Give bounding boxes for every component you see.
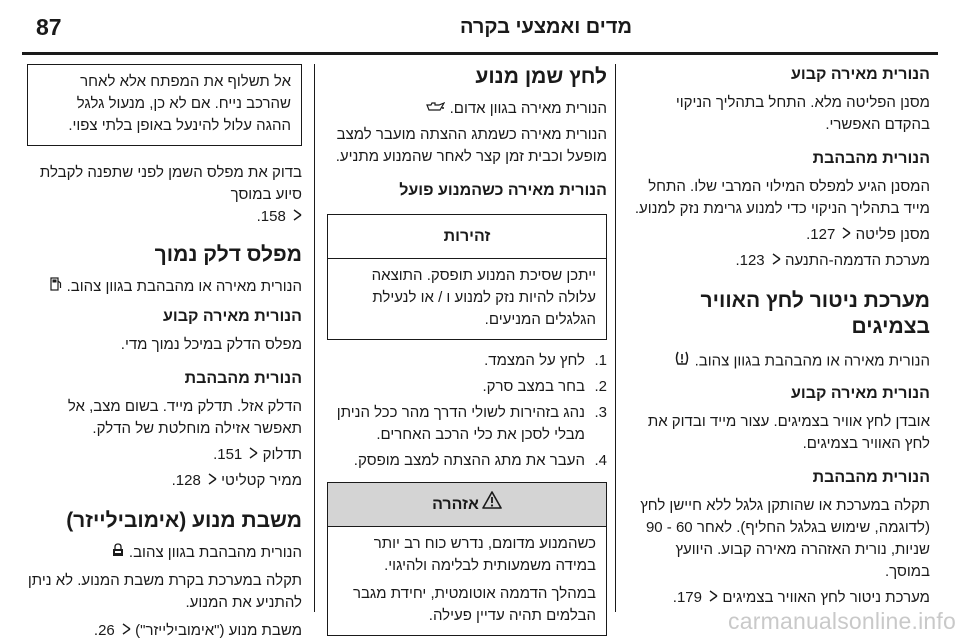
xref-page-number: 158: [260, 208, 286, 225]
warning-title: אזהרה: [432, 496, 479, 514]
tpms-steady-heading: הנורית מאירה קבוע: [791, 385, 930, 403]
left-column: [27, 64, 302, 642]
xref-label: מערכת ניטור לחץ האוויר בצמיגים: [722, 589, 930, 607]
tpms-intro: [628, 350, 930, 373]
tpms-flashing-text: תקלה במערכת או שהותקן גלגל ללא חיישן לחץ (לדוגמה, שימוש בגלגל החליף). לאחר 60 - 90 שניות, נורית האזהרה מאירה קבוע. היוועץ במוסך.: [640, 497, 930, 581]
xref-label: משבת מנוע ("אימובילייזר"): [135, 622, 302, 640]
oil-can-icon: [425, 98, 445, 120]
fuel-steady-heading: הנורית מאירה קבוע: [163, 308, 302, 326]
list-item: [327, 402, 607, 446]
ignition-key-notice-text: אל תשלוף את המפתח אלא לאחר שהרכב נייח. אם לא כן, מנעול גלגל ההגה עלול להינעל באופן בלתי צפוי.: [68, 73, 291, 134]
step-text: העבר את מתג ההצתה למצב מופסק.: [353, 452, 585, 470]
filter-flashing-text: המסנן הגיע למפלס המילוי המרבי שלו. התחל מייד בתהליך הניקוי כדי למנוע גרימת נזק למנוע.: [634, 178, 930, 217]
step-number: 2.: [594, 378, 607, 396]
xref-label: ממיר קטליטי: [221, 472, 302, 490]
tpms-steady-text: אובדן לחץ אוויר בצמיגים. עצור מייד ובדוק את לחץ האוויר בצמיגים.: [647, 413, 930, 453]
middle-column: [327, 64, 607, 636]
step-number: 3.: [594, 404, 607, 422]
page-header: [0, 0, 960, 52]
right-column: [628, 64, 930, 609]
step-text: בחר במצב סרק.: [482, 378, 585, 396]
list-item: [327, 450, 607, 472]
immobilizer-intro: [27, 542, 302, 564]
column-divider-right: [615, 64, 616, 612]
oil-steps-list: [327, 350, 607, 472]
xref-label: תדלוק: [262, 446, 302, 464]
xref-page-number: 151: [217, 446, 243, 464]
filter-flashing-heading: הנורית מהבהבת: [812, 150, 930, 167]
xref-page-number: 127: [810, 226, 836, 243]
xref-page-number: 123: [739, 252, 765, 270]
step-text: נהג בזהירות לשולי הדרך מהר ככל הניתן מבלי לסכן את כלי הרכב האחרים.: [336, 404, 585, 444]
page-reference-icon: [769, 250, 781, 272]
oil-pressure-heading: לחץ שמן מנוע: [475, 65, 607, 88]
filter-steady-text: מסנן הפליטה מלא. התחל בתהליך הניקוי בהקדם האפשרי.: [675, 94, 930, 133]
caution-title: זהירות: [328, 215, 606, 259]
xref-immobilizer[interactable]: משבת מנוע ("אימובילייזר") 26.: [27, 620, 302, 642]
oil-detail-text: הנורית מאירה כשמתג ההצתה מועבר למצב מופעל וכבית זמן קצר לאחר שהמנוע מתניע.: [335, 126, 607, 166]
oil-intro: [327, 98, 607, 120]
header-rule: [22, 52, 938, 55]
page-reference-icon: [205, 470, 217, 492]
xref-catalytic-converter[interactable]: ממיר קטליטי 128.: [27, 470, 302, 492]
warning-box: [327, 482, 607, 636]
page-reference-icon: [706, 587, 718, 609]
xref-refueling[interactable]: תדלוק 151.: [27, 444, 302, 466]
page-reference-icon: [246, 444, 258, 466]
page-reference-icon: [119, 620, 131, 642]
xref-exhaust-filter[interactable]: מסנן פליטה 127.: [628, 224, 930, 246]
low-fuel-heading: מפלס דלק נמוך: [154, 243, 302, 267]
fuel-steady-text: מפלס הדלק במיכל נמוך מדי.: [120, 336, 302, 354]
step-number: 4.: [594, 452, 607, 470]
xref-oil-level[interactable]: 158.: [27, 206, 302, 228]
immobilizer-intro-text: הנורית מהבהבת בגוון צהוב.: [128, 544, 302, 562]
check-oil-text: בדוק את מפלס השמן לפני שתפנה לקבלת סיוע במוסך: [39, 164, 302, 203]
car-lock-icon: [111, 542, 125, 564]
filter-steady-heading: הנורית מאירה קבוע: [791, 66, 930, 83]
list-item: [327, 376, 607, 398]
page-reference-icon: [839, 224, 851, 246]
warning-text-2: במהלך הדממה אוטומטית, יחידת מגבר הבלמים תהיה עדיין פעילה.: [352, 585, 596, 625]
xref-page-number: 179: [676, 589, 702, 607]
oil-intro-text: הנורית מאירה בגוון אדום.: [449, 100, 607, 117]
xref-page-number: 128: [175, 472, 201, 490]
xref-stop-start[interactable]: מערכת הדממה-התנעה 123.: [628, 250, 930, 272]
xref-label: מערכת הדממה-התנעה: [785, 252, 930, 270]
site-watermark: carmanualsonline.info: [728, 608, 956, 634]
fuel-intro-text: הנורית מאירה או מהבהבת בגוון צהוב.: [66, 278, 302, 296]
xref-label: מסנן פליטה: [855, 226, 930, 243]
list-item: [327, 350, 607, 372]
fuel-flashing-heading: הנורית מהבהבת: [184, 370, 302, 388]
page-reference-icon: [290, 206, 302, 228]
fuel-pump-icon: [50, 276, 62, 298]
tire-pressure-warning-icon: [674, 350, 690, 373]
immobilizer-heading: משבת מנוע (אימובילייזר): [66, 509, 302, 533]
warning-triangle-icon: [482, 483, 502, 527]
tpms-section-heading: מערכת ניטור לחץ האוויר בצמיגים: [700, 289, 930, 339]
tpms-intro-text: הנורית מאירה או מהבהבת בגוון צהוב.: [694, 352, 930, 370]
warning-text-1: כשהמנוע מדומם, נדרש כוח רב יותר במידה משמעותית לבלימה ולהיגוי.: [373, 535, 596, 575]
fuel-intro: [27, 276, 302, 298]
step-number: 1.: [594, 352, 607, 370]
immobilizer-detail-text: תקלה במערכת בקרת משבת המנוע. לא ניתן להתניע את המנוע.: [27, 572, 302, 612]
warning-header: [328, 483, 606, 527]
caution-text: ייתכן שסיכת המנוע תופסק. התוצאה עלולה להיות נזק למנוע ו / או לנעילת הגלגלים המניעים.: [371, 267, 596, 329]
caution-box: [327, 214, 607, 340]
page-number: 87: [36, 14, 62, 40]
chapter-title: מדים ואמצעי בקרה: [459, 16, 632, 38]
step-text: לחץ על המצמד.: [484, 352, 585, 370]
oil-running-heading: הנורית מאירה כשהמנוע פועל: [399, 182, 607, 200]
xref-page-number: 26: [98, 622, 115, 640]
column-divider-left: [314, 64, 315, 612]
tpms-flashing-heading: הנורית מהבהבת: [812, 469, 930, 487]
fuel-flashing-text: הדלק אזל. תדלק מייד. בשום מצב, אל תאפשר אזילה מוחלטת של הדלק.: [67, 398, 302, 438]
xref-tpms[interactable]: מערכת ניטור לחץ האוויר בצמיגים 179.: [628, 587, 930, 609]
ignition-key-notice-box: [27, 64, 302, 146]
